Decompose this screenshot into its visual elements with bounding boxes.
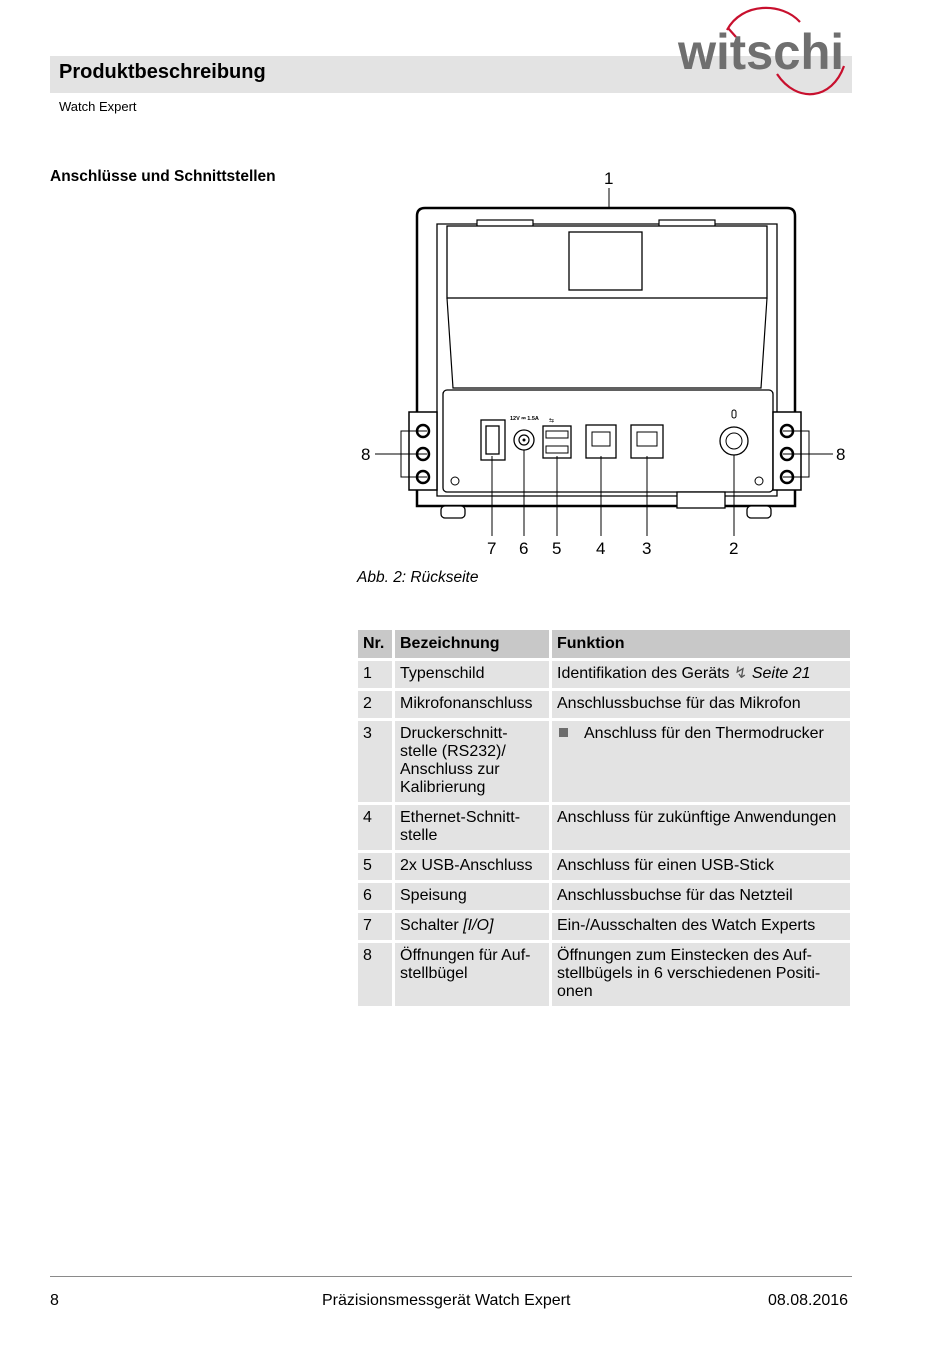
table-row: [358, 943, 850, 1006]
power-label: 12V ⎓ 1.5A: [510, 416, 539, 422]
table-header-row: [358, 630, 850, 658]
table-cell: Anschluss für den Thermodrucker: [552, 721, 850, 802]
callout-4: 4: [596, 539, 606, 558]
logo-text: witschi: [677, 24, 844, 80]
callout-8-right: 8: [836, 445, 846, 464]
table-row: [358, 883, 850, 910]
callout-3: 3: [642, 539, 652, 558]
page-number: 8: [50, 1292, 59, 1309]
witschi-logo: [672, 4, 852, 100]
table-cell: Identifikation des Geräts ↯ Seite 21: [552, 661, 850, 688]
section-title: Anschlüsse und Schnittstellen: [50, 168, 276, 185]
table-cell: 4: [358, 805, 392, 850]
page-title: Produktbeschreibung: [59, 61, 266, 83]
table-cell: Ethernet-Schnitt- stelle: [395, 805, 549, 850]
callout-1: 1: [604, 169, 614, 188]
type-plate: [569, 232, 642, 290]
callout-2: 2: [729, 539, 739, 558]
header-nr: Nr.: [358, 630, 392, 658]
table-cell: Mikrofonanschluss: [395, 691, 549, 718]
table-cell: Anschlussbuchse für das Mikrofon: [552, 691, 850, 718]
table-cell: 7: [358, 913, 392, 940]
table-row: [358, 721, 850, 802]
table-cell: Anschluss für zukünftige Anwendungen: [552, 805, 850, 850]
page-subtitle: Watch Expert: [59, 99, 137, 114]
table-cell: Speisung: [395, 883, 549, 910]
table-row: [358, 913, 850, 940]
svg-text:⇆: ⇆: [549, 418, 555, 424]
table-cell: Anschlussbuchse für das Netzteil: [552, 883, 850, 910]
footer-divider: [50, 1276, 852, 1277]
table-cell: 8: [358, 943, 392, 1006]
callout-8-left: 8: [361, 445, 371, 464]
table-row: [358, 805, 850, 850]
spec-table: [355, 627, 853, 1009]
footer-document-title: Präzisionsmessgerät Watch Expert: [322, 1292, 571, 1309]
footer-date: 08.08.2016: [768, 1292, 849, 1309]
table-cell: Öffnungen für Auf- stellbügel: [395, 943, 549, 1006]
table-row: [358, 853, 850, 880]
table-row: [358, 661, 850, 688]
callout-7: 7: [487, 539, 497, 558]
header-bezeichnung: Bezeichnung: [395, 630, 549, 658]
table-cell: 5: [358, 853, 392, 880]
page-link[interactable]: Seite 21: [751, 665, 811, 682]
table-cell: Anschluss für einen USB-Stick: [552, 853, 850, 880]
table-cell: Ein-/Ausschalten des Watch Experts: [552, 913, 850, 940]
table-cell: 3: [358, 721, 392, 802]
rear-view-figure: [355, 166, 850, 561]
table-cell: Typenschild: [395, 661, 549, 688]
header-funktion: Funktion: [552, 630, 850, 658]
table-cell: Öffnungen zum Einstecken des Auf- stellbügels in 6 verschiedenen Positi- onen: [552, 943, 850, 1006]
table-cell: Schalter [I/O]: [395, 913, 549, 940]
table-cell: 6: [358, 883, 392, 910]
table-cell: 2x USB-Anschluss: [395, 853, 549, 880]
table-cell: Druckerschnitt- stelle (RS232)/ Anschluss zur Kalibrierung: [395, 721, 549, 802]
bullet-icon: [559, 728, 568, 737]
callout-6: 6: [519, 539, 529, 558]
figure-caption: Abb. 2: Rückseite: [357, 569, 479, 586]
link-icon: ↯: [734, 665, 748, 682]
table-cell: 2: [358, 691, 392, 718]
table-cell: 1: [358, 661, 392, 688]
callout-5: 5: [552, 539, 562, 558]
table-row: [358, 691, 850, 718]
